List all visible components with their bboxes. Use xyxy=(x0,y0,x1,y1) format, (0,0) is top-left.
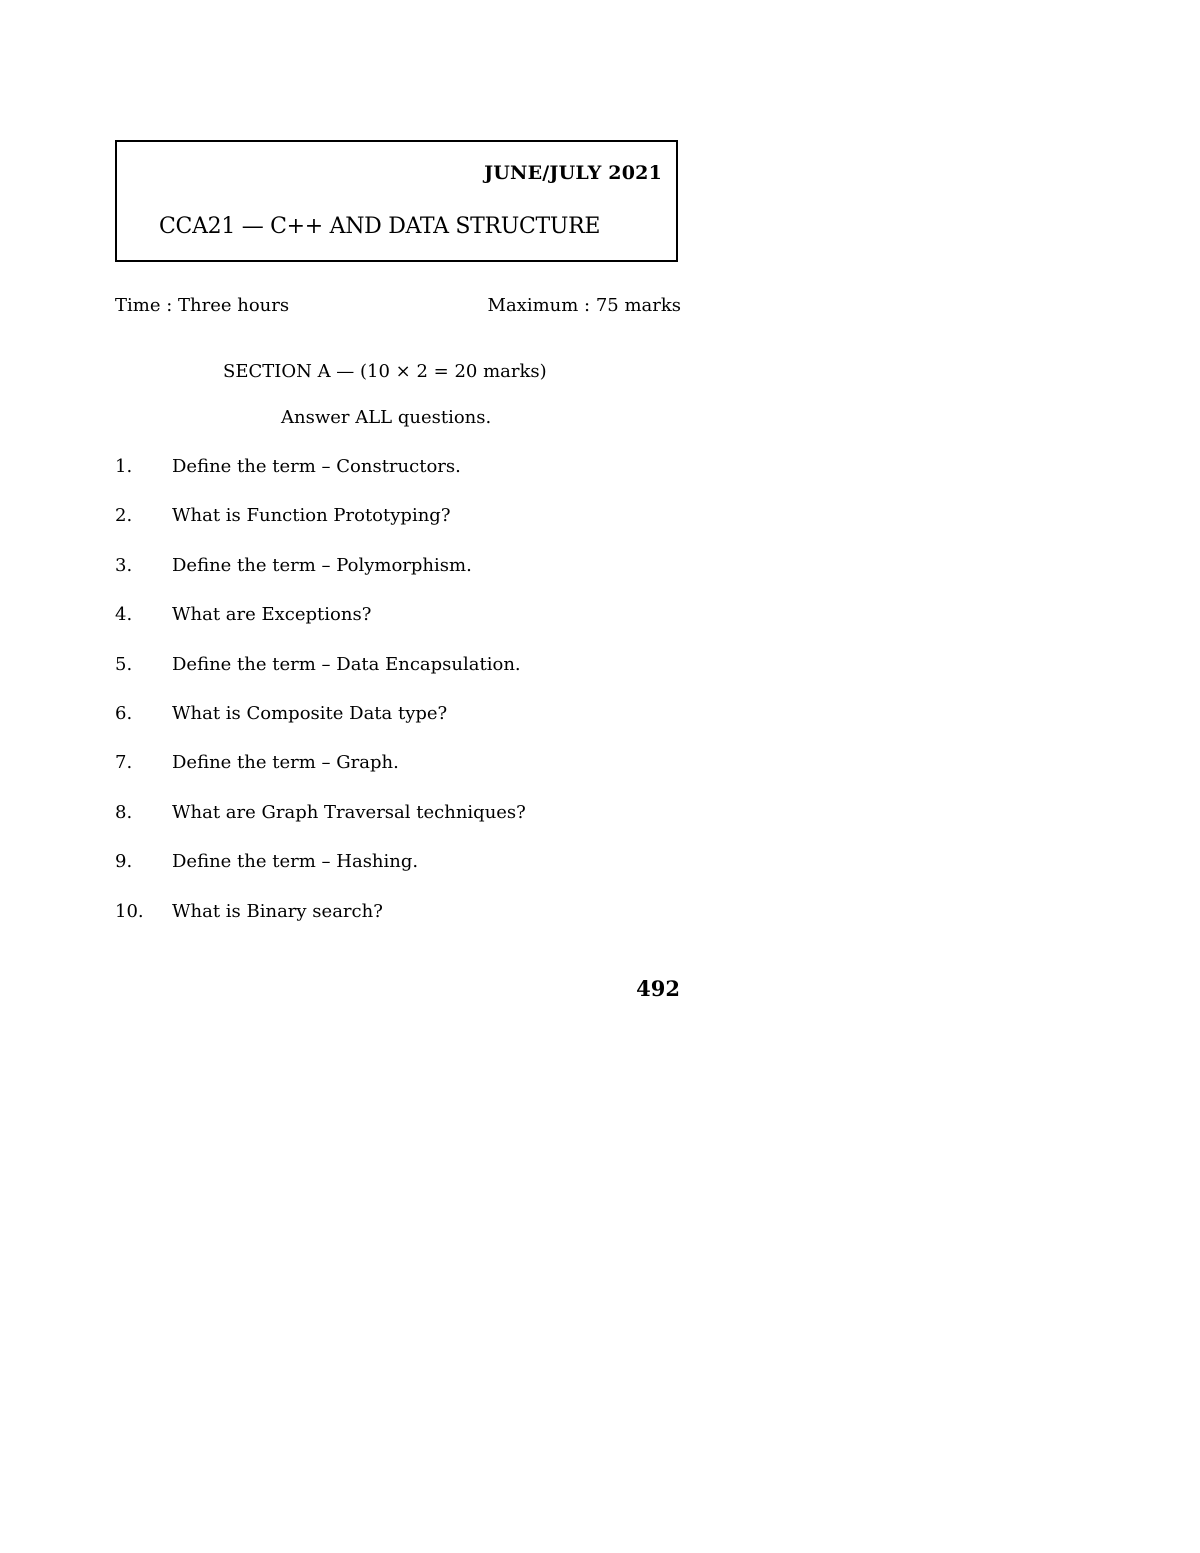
question-text: What is Composite Data type? xyxy=(172,702,448,724)
question-item xyxy=(115,703,715,752)
question-number: 4. xyxy=(115,604,133,626)
question-item xyxy=(115,851,715,900)
question-number: 8. xyxy=(115,801,133,823)
question-number: 5. xyxy=(115,653,133,675)
question-item xyxy=(115,752,715,801)
question-item xyxy=(115,802,715,851)
question-number: 7. xyxy=(115,752,133,774)
question-item xyxy=(115,456,715,505)
question-text: What are Exceptions? xyxy=(172,604,372,626)
question-number: 9. xyxy=(115,851,133,873)
question-item xyxy=(115,604,715,653)
question-number: 3. xyxy=(115,554,133,576)
section-instruction: Answer ALL questions. xyxy=(281,407,492,428)
question-text: What are Graph Traversal techniques? xyxy=(172,801,526,823)
question-item xyxy=(115,555,715,604)
question-number: 6. xyxy=(115,702,133,724)
question-text: Define the term – Constructors. xyxy=(172,456,461,477)
question-text: Define the term – Polymorphism. xyxy=(172,554,472,576)
question-number: 1. xyxy=(115,456,133,477)
question-number: 10. xyxy=(115,900,144,922)
section-heading: SECTION A — (10 × 2 = 20 marks) xyxy=(223,361,547,382)
question-number: 2. xyxy=(115,505,133,527)
exam-max-marks: Maximum : 75 marks xyxy=(487,295,681,316)
question-text: What is Binary search? xyxy=(172,900,383,922)
question-text: What is Function Prototyping? xyxy=(172,505,451,527)
question-item xyxy=(115,901,715,950)
page-code: 492 xyxy=(636,976,680,1001)
question-text: Define the term – Hashing. xyxy=(172,851,419,873)
exam-duration: Time : Three hours xyxy=(115,295,290,316)
question-text: Define the term – Graph. xyxy=(172,752,399,774)
course-title: CCA21 — C++ AND DATA STRUCTURE xyxy=(159,214,601,239)
exam-header-box xyxy=(115,140,678,262)
question-item xyxy=(115,654,715,703)
exam-session: JUNE/JULY 2021 xyxy=(484,162,662,184)
question-item xyxy=(115,505,715,554)
question-text: Define the term – Data Encapsulation. xyxy=(172,653,521,675)
question-list xyxy=(115,456,715,950)
